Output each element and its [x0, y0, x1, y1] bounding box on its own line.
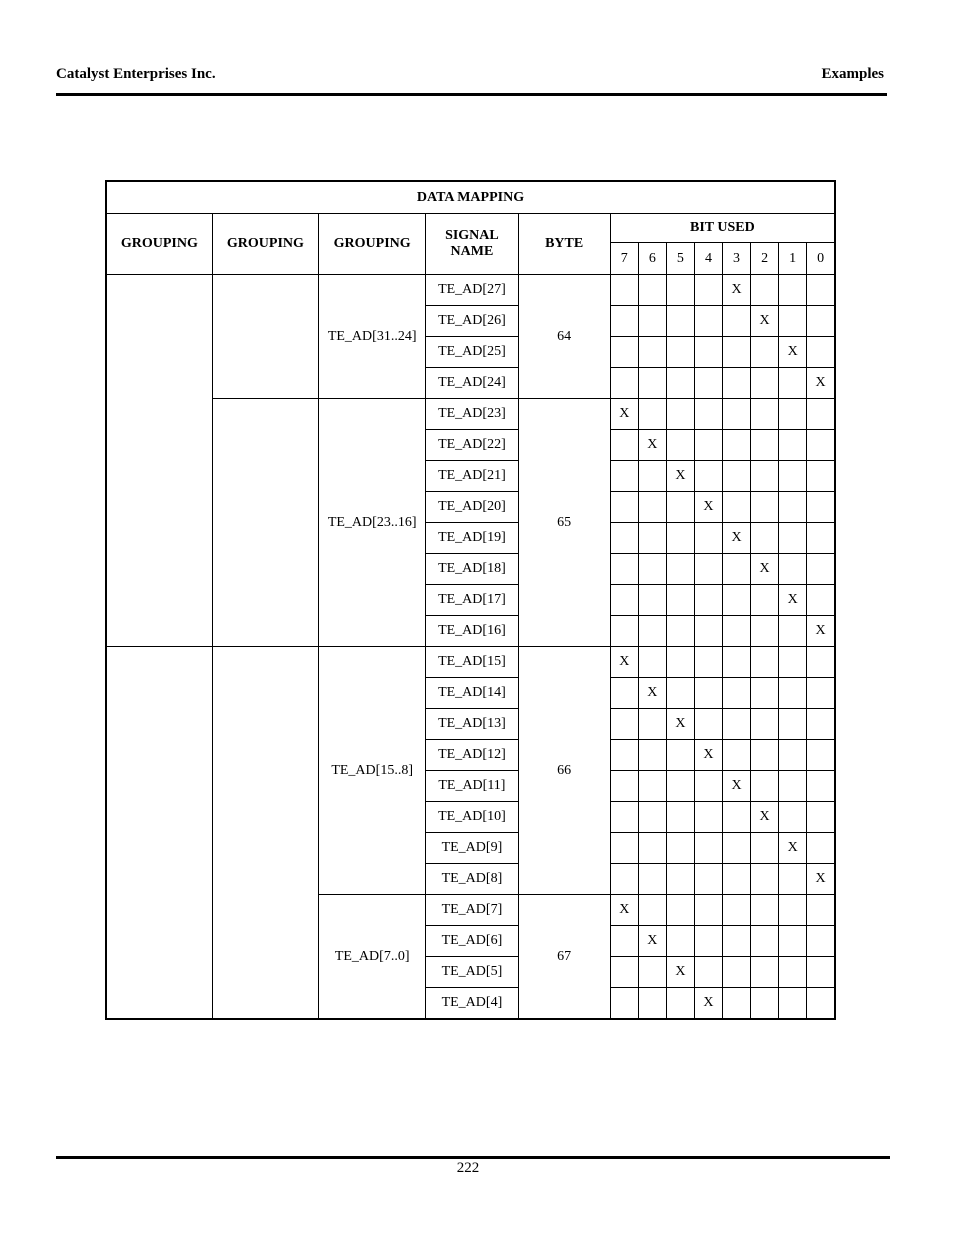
bit-cell — [694, 306, 722, 337]
signal-name-cell: TE_AD[20] — [426, 492, 518, 523]
bit-cell — [779, 461, 807, 492]
bit-cell — [779, 399, 807, 430]
table-title: DATA MAPPING — [106, 181, 835, 214]
bit-cell — [751, 864, 779, 895]
bit-cell — [723, 988, 751, 1020]
bit-cell — [723, 430, 751, 461]
bit-cell — [779, 616, 807, 647]
bit-cell — [610, 802, 638, 833]
bit-cell — [807, 585, 835, 616]
bit-used-mark: X — [807, 368, 835, 399]
grouping-level1-cell — [106, 647, 212, 1020]
signal-name-cell: TE_AD[23] — [426, 399, 518, 430]
bit-cell — [610, 988, 638, 1020]
bit-cell — [666, 399, 694, 430]
bit-cell — [610, 275, 638, 306]
signal-name-cell: TE_AD[16] — [426, 616, 518, 647]
bit-used-mark: X — [638, 926, 666, 957]
bit-cell — [666, 523, 694, 554]
bit-cell — [638, 461, 666, 492]
data-mapping-table — [105, 180, 836, 1020]
bit-cell — [751, 275, 779, 306]
bit-cell — [666, 802, 694, 833]
bit-header: 5 — [666, 243, 694, 275]
bit-cell — [779, 492, 807, 523]
bit-cell — [694, 399, 722, 430]
signal-name-cell: TE_AD[24] — [426, 368, 518, 399]
bit-used-mark: X — [779, 585, 807, 616]
bit-cell — [723, 740, 751, 771]
bit-cell — [723, 399, 751, 430]
signal-name-cell: TE_AD[25] — [426, 337, 518, 368]
signal-name-cell: TE_AD[11] — [426, 771, 518, 802]
signal-name-cell: TE_AD[21] — [426, 461, 518, 492]
bit-cell — [751, 523, 779, 554]
bit-cell — [694, 926, 722, 957]
bit-cell — [666, 895, 694, 926]
bit-cell — [638, 988, 666, 1020]
signal-group-name: TE_AD[23..16] — [319, 399, 426, 647]
bit-cell — [638, 802, 666, 833]
bit-header: 1 — [779, 243, 807, 275]
grouping-header-1: GROUPING — [106, 214, 212, 275]
signal-name-cell: TE_AD[27] — [426, 275, 518, 306]
bit-cell — [610, 461, 638, 492]
bit-cell — [610, 833, 638, 864]
bit-cell — [807, 554, 835, 585]
bit-cell — [723, 585, 751, 616]
bit-used-mark: X — [751, 802, 779, 833]
bit-cell — [666, 647, 694, 678]
bit-cell — [694, 337, 722, 368]
bit-cell — [779, 306, 807, 337]
bit-cell — [779, 740, 807, 771]
signal-group-name: TE_AD[31..24] — [319, 275, 426, 399]
bit-cell — [779, 678, 807, 709]
signal-name-cell: TE_AD[4] — [426, 988, 518, 1020]
bit-cell — [694, 647, 722, 678]
bit-cell — [807, 337, 835, 368]
bit-cell — [723, 864, 751, 895]
bit-cell — [638, 771, 666, 802]
bit-cell — [638, 647, 666, 678]
bit-cell — [610, 616, 638, 647]
bit-cell — [638, 523, 666, 554]
bit-cell — [779, 988, 807, 1020]
bit-cell — [751, 895, 779, 926]
signal-name-cell: TE_AD[19] — [426, 523, 518, 554]
bit-cell — [723, 337, 751, 368]
bit-used-mark: X — [723, 523, 751, 554]
bit-used-mark: X — [807, 616, 835, 647]
signal-name-cell: TE_AD[18] — [426, 554, 518, 585]
bit-cell — [694, 430, 722, 461]
bit-cell — [807, 988, 835, 1020]
byte-header: BYTE — [518, 214, 610, 275]
bit-cell — [694, 678, 722, 709]
bit-cell — [751, 399, 779, 430]
bit-cell — [638, 492, 666, 523]
bit-used-mark: X — [638, 678, 666, 709]
bit-cell — [751, 678, 779, 709]
bit-used-mark: X — [751, 306, 779, 337]
bit-cell — [610, 740, 638, 771]
bit-cell — [723, 926, 751, 957]
bit-header: 2 — [751, 243, 779, 275]
bit-cell — [723, 647, 751, 678]
bit-cell — [723, 895, 751, 926]
bit-cell — [751, 988, 779, 1020]
bit-cell — [807, 833, 835, 864]
bit-cell — [666, 678, 694, 709]
bit-cell — [666, 492, 694, 523]
signal-name-cell: TE_AD[17] — [426, 585, 518, 616]
bit-cell — [638, 554, 666, 585]
bit-cell — [638, 833, 666, 864]
bit-cell — [807, 709, 835, 740]
bit-cell — [807, 306, 835, 337]
bit-cell — [807, 275, 835, 306]
byte-cell: 65 — [518, 399, 610, 647]
section-title: Examples — [821, 66, 884, 82]
bit-cell — [666, 740, 694, 771]
bit-cell — [807, 647, 835, 678]
signal-group-name: TE_AD[15..8] — [319, 647, 426, 895]
bit-cell — [694, 771, 722, 802]
bit-cell — [751, 957, 779, 988]
bit-cell — [694, 895, 722, 926]
bit-cell — [723, 833, 751, 864]
grouping-level2-cell — [212, 275, 318, 399]
bit-cell — [807, 430, 835, 461]
signal-name-cell: TE_AD[5] — [426, 957, 518, 988]
page-number: 222 — [456, 1160, 480, 1176]
footer-rule — [56, 1156, 890, 1159]
bit-cell — [638, 399, 666, 430]
bit-cell — [779, 864, 807, 895]
signal-group-name: TE_AD[7..0] — [319, 895, 426, 1020]
bit-cell — [610, 337, 638, 368]
bit-header: 3 — [723, 243, 751, 275]
bit-used-mark: X — [610, 647, 638, 678]
bit-cell — [666, 275, 694, 306]
bit-cell — [779, 926, 807, 957]
bit-used-mark: X — [610, 895, 638, 926]
bit-cell — [694, 275, 722, 306]
bit-cell — [638, 368, 666, 399]
signal-name-cell: TE_AD[9] — [426, 833, 518, 864]
bit-cell — [723, 616, 751, 647]
bit-used-mark: X — [666, 957, 694, 988]
bit-cell — [751, 616, 779, 647]
bit-cell — [751, 926, 779, 957]
bit-cell — [751, 771, 779, 802]
bit-cell — [779, 771, 807, 802]
table-row — [106, 647, 835, 678]
bit-cell — [638, 306, 666, 337]
bit-cell — [807, 895, 835, 926]
bit-cell — [779, 895, 807, 926]
bit-cell — [694, 461, 722, 492]
bit-header: 0 — [807, 243, 835, 275]
bit-used-mark: X — [723, 771, 751, 802]
signal-name-cell: TE_AD[8] — [426, 864, 518, 895]
bit-cell — [723, 461, 751, 492]
bit-cell — [638, 709, 666, 740]
bit-cell — [751, 709, 779, 740]
bit-cell — [610, 523, 638, 554]
bit-cell — [807, 461, 835, 492]
bit-cell — [610, 678, 638, 709]
bit-cell — [779, 802, 807, 833]
bit-cell — [638, 275, 666, 306]
bit-cell — [638, 585, 666, 616]
bit-used-mark: X — [779, 337, 807, 368]
bit-cell — [694, 709, 722, 740]
bit-cell — [807, 740, 835, 771]
table-body — [106, 275, 835, 1020]
grouping-level1-cell — [106, 275, 212, 647]
bit-used-mark: X — [666, 461, 694, 492]
bit-cell — [807, 678, 835, 709]
bit-cell — [694, 616, 722, 647]
bit-cell — [610, 864, 638, 895]
bit-cell — [638, 616, 666, 647]
bit-cell — [723, 368, 751, 399]
bit-cell — [694, 864, 722, 895]
bit-cell — [610, 430, 638, 461]
bit-cell — [610, 926, 638, 957]
bit-cell — [751, 461, 779, 492]
bit-cell — [723, 492, 751, 523]
bit-cell — [751, 585, 779, 616]
bit-cell — [694, 523, 722, 554]
bit-cell — [807, 771, 835, 802]
bit-cell — [666, 585, 694, 616]
bit-cell — [666, 771, 694, 802]
header-rule — [56, 93, 887, 96]
bit-cell — [610, 957, 638, 988]
bit-cell — [666, 926, 694, 957]
bit-cell — [694, 554, 722, 585]
bit-cell — [638, 864, 666, 895]
bit-cell — [610, 554, 638, 585]
bit-cell — [666, 306, 694, 337]
bit-cell — [666, 988, 694, 1020]
bit-cell — [666, 833, 694, 864]
bit-used-mark: X — [638, 430, 666, 461]
bit-cell — [723, 306, 751, 337]
bit-cell — [694, 802, 722, 833]
bit-used-mark: X — [807, 864, 835, 895]
bit-cell — [779, 957, 807, 988]
bit-cell — [694, 833, 722, 864]
bit-cell — [807, 926, 835, 957]
bit-cell — [807, 523, 835, 554]
bit-cell — [779, 647, 807, 678]
bit-cell — [610, 585, 638, 616]
bit-cell — [807, 802, 835, 833]
bit-header: 4 — [694, 243, 722, 275]
company-name: Catalyst Enterprises Inc. — [56, 66, 216, 82]
bit-cell — [610, 709, 638, 740]
bit-cell — [666, 616, 694, 647]
bit-cell — [666, 337, 694, 368]
grouping-level2-cell — [212, 399, 318, 647]
bit-cell — [723, 802, 751, 833]
bit-cell — [610, 492, 638, 523]
signal-name-header: SIGNAL NAME — [426, 214, 518, 275]
bit-cell — [779, 430, 807, 461]
grouping-header-2: GROUPING — [212, 214, 318, 275]
bit-cell — [807, 492, 835, 523]
grouping-header-3: GROUPING — [319, 214, 426, 275]
bit-cell — [723, 709, 751, 740]
bit-header: 6 — [638, 243, 666, 275]
bit-used-mark: X — [610, 399, 638, 430]
byte-cell: 64 — [518, 275, 610, 399]
signal-name-cell: TE_AD[7] — [426, 895, 518, 926]
bit-cell — [751, 337, 779, 368]
bit-used-header: BIT USED — [610, 214, 835, 243]
table-row — [106, 399, 835, 430]
bit-header: 7 — [610, 243, 638, 275]
bit-cell — [779, 275, 807, 306]
bit-cell — [694, 585, 722, 616]
bit-cell — [638, 957, 666, 988]
bit-used-mark: X — [694, 988, 722, 1020]
bit-used-mark: X — [723, 275, 751, 306]
bit-cell — [666, 430, 694, 461]
bit-cell — [751, 647, 779, 678]
bit-cell — [779, 368, 807, 399]
bit-used-mark: X — [666, 709, 694, 740]
bit-cell — [751, 368, 779, 399]
bit-cell — [694, 368, 722, 399]
bit-cell — [638, 337, 666, 368]
bit-cell — [723, 957, 751, 988]
byte-cell: 67 — [518, 895, 610, 1020]
bit-cell — [610, 368, 638, 399]
byte-cell: 66 — [518, 647, 610, 895]
bit-cell — [723, 678, 751, 709]
signal-name-cell: TE_AD[15] — [426, 647, 518, 678]
signal-name-cell: TE_AD[10] — [426, 802, 518, 833]
bit-cell — [666, 368, 694, 399]
bit-used-mark: X — [751, 554, 779, 585]
bit-used-mark: X — [694, 492, 722, 523]
bit-cell — [751, 492, 779, 523]
signal-name-cell: TE_AD[13] — [426, 709, 518, 740]
table-row — [106, 275, 835, 306]
bit-cell — [666, 864, 694, 895]
bit-cell — [807, 957, 835, 988]
signal-name-cell: TE_AD[22] — [426, 430, 518, 461]
bit-cell — [638, 740, 666, 771]
bit-cell — [779, 554, 807, 585]
bit-used-mark: X — [694, 740, 722, 771]
bit-cell — [610, 771, 638, 802]
bit-cell — [807, 399, 835, 430]
bit-cell — [638, 895, 666, 926]
bit-used-mark: X — [779, 833, 807, 864]
bit-cell — [610, 306, 638, 337]
signal-name-cell: TE_AD[6] — [426, 926, 518, 957]
signal-name-cell: TE_AD[14] — [426, 678, 518, 709]
signal-name-cell: TE_AD[12] — [426, 740, 518, 771]
bit-cell — [779, 523, 807, 554]
bit-cell — [779, 709, 807, 740]
grouping-level2-cell — [212, 647, 318, 1020]
signal-name-cell: TE_AD[26] — [426, 306, 518, 337]
bit-cell — [694, 957, 722, 988]
bit-cell — [723, 554, 751, 585]
bit-cell — [751, 833, 779, 864]
bit-cell — [751, 740, 779, 771]
bit-cell — [666, 554, 694, 585]
bit-cell — [751, 430, 779, 461]
